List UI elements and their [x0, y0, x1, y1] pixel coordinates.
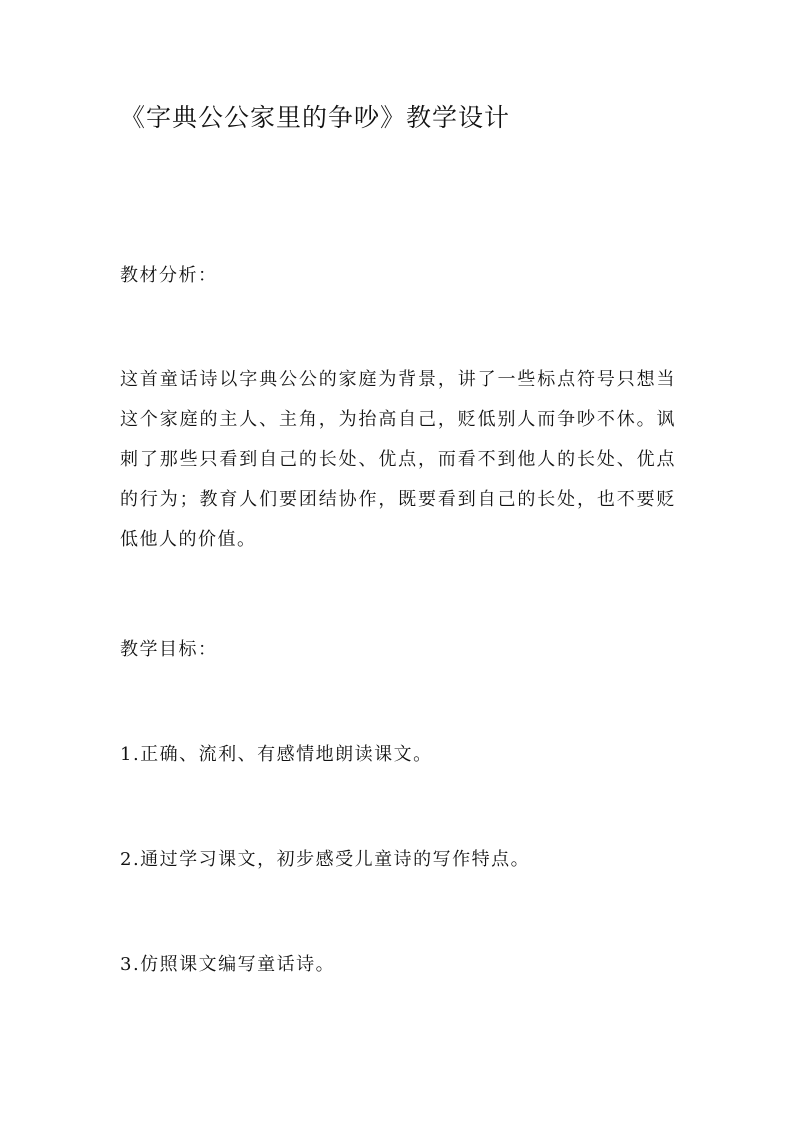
- goal-item-1: 1.正确、流利、有感情地朗读课文。: [120, 744, 433, 765]
- goal-item-3: 3.仿照课文编写童话诗。: [120, 954, 336, 975]
- goals-heading: 教学目标：: [120, 639, 218, 660]
- goal-item-2: 2.通过学习课文，初步感受儿童诗的写作特点。: [120, 849, 531, 870]
- analysis-paragraph: 这首童话诗以字典公公的家庭为背景，讲了一些标点符号只想当这个家庭的主人、主角，为抬高自己，贬低别人而争吵不休。讽刺了那些只看到自己的长处、优点，而看不到他人的长处、优点的行为；教育人们要团结协作，既要看到自己的长处，也不要贬低他人的价值。: [120, 369, 676, 550]
- analysis-heading: 教材分析：: [120, 265, 218, 286]
- document-title: 《字典公公家里的争吵》教学设计: [120, 103, 511, 132]
